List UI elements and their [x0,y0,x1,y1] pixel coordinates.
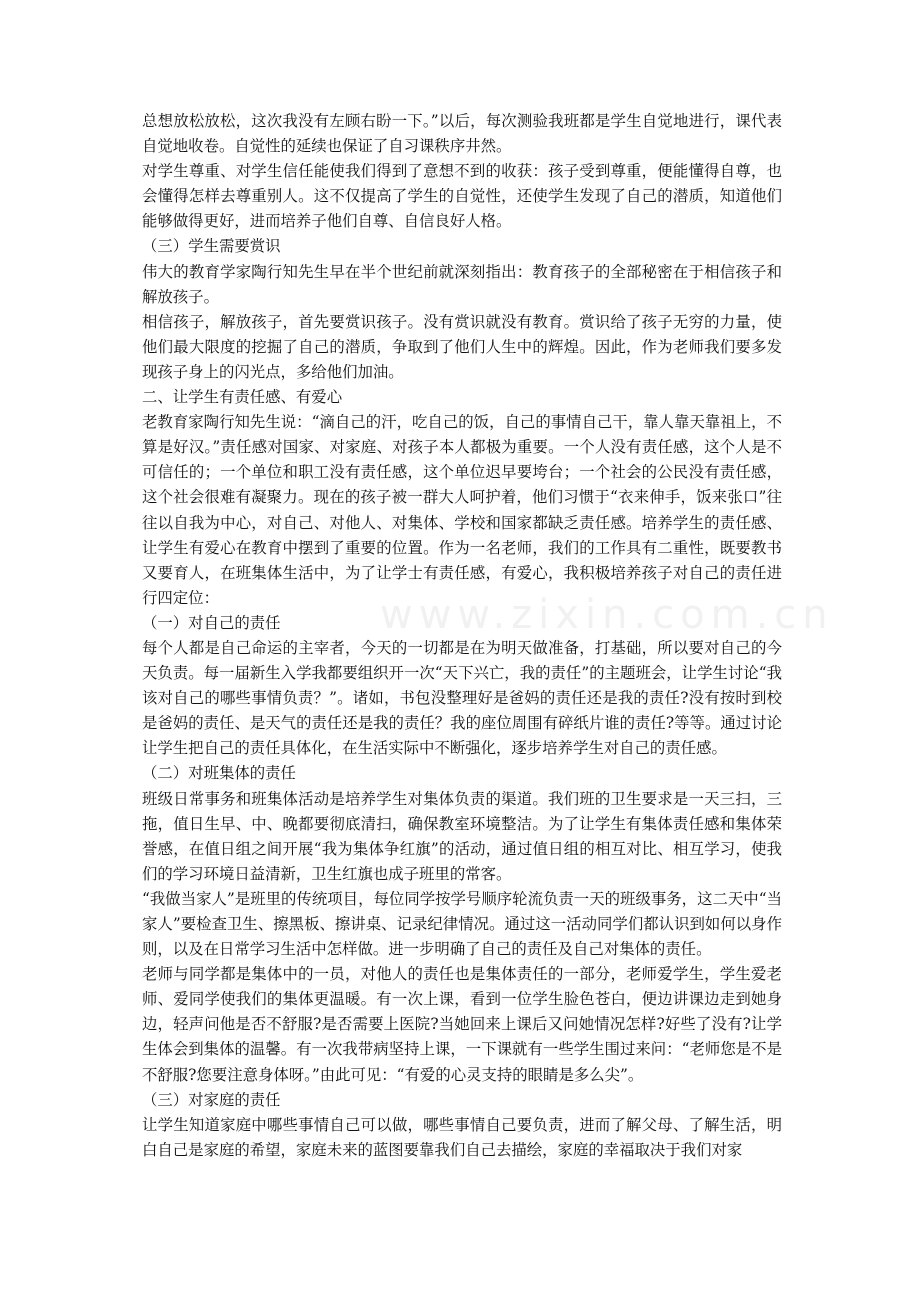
watermark: www.zixin.com.cn [380,592,834,638]
paragraph: 老师与同学都是集体中的一员，对他人的责任也是集体责任的一部分，老师爱学生，学生爱老师、爱同学使我们的集体更温暖。有一次上课，看到一位学生脸色苍白，便边讲课边走到她身边，轻声问他是否不舒服?是否需要上医院?当她回来上课后又问她情况怎样?好些了没有?让学生体会到集体的温馨。有一次我带病坚持上课，一下课就有一些学生围过来问：“老师您是不是不舒服?您要注意身体呀。”由此可见：“有爱的心灵支持的眼睛是多么尖”。 [142,965,782,1084]
paragraph: 老教育家陶行知先生说：“滴自己的汗，吃自己的饭，自己的事情自己干，靠人靠天靠祖上，不算是好汉。”责任感对国家、对家庭、对孩子本人都极为重要。一个人没有责任感，这个人是不可信任的；一个单位和职工没有责任感，这个单位迟早要垮台；一个社会的公民没有责任感，这个社会很难有凝聚力。现在的孩子被一群大人呵护着，他们习惯于“衣来伸手，饭来张口”往往以自我为中心，对自己、对他人、对集体、学校和国家都缺乏责任感。培养学生的责任感、让学生有爱心在教育中摆到了重要的位置。作为一名老师，我们的工作具有二重性，既要教书又要育人，在班集体生活中，为了让学士有责任感，有爱心，我积极培养孩子对自己的责任进行四定位： [142,413,782,607]
paragraph: 总想放松放松，这次我没有左顾右盼一下。”以后，每次测验我班都是学生自觉地进行，课代表自觉地收卷。自觉性的延续也保证了自习课秩序井然。 [142,112,782,156]
section-heading: （三）对家庭的责任 [142,1090,281,1109]
section-heading: （一）对自己的责任 [142,613,281,632]
document-body [142,109,782,1163]
paragraph: 对学生尊重、对学生信任能使我们得到了意想不到的收获：孩子受到尊重，便能懂得自尊，也会懂得怎样去尊重别人。这不仅提高了学生的自觉性，还使学生发现了自己的潜质，知道他们能够做得更好，进而培养子他们自尊、自信良好人格。 [142,162,782,231]
paragraph: 相信孩子，解放孩子，首先要赏识孩子。没有赏识就没有教育。赏识给了孩子无穷的力量，使他们最大限度的挖掘了自己的潜质，争取到了他们人生中的辉煌。因此，作为老师我们要多发现孩子身上的闪光点，多给他们加油。 [142,312,782,381]
paragraph: 每个人都是自己命运的主宰者，今天的一切都是在为明天做准备，打基础，所以要对自己的今天负责。每一届新生入学我都要组织开一次“天下兴亡，我的责任”的主题班会，让学生讨论“我该对自己的哪些事情负责？”。诸如，书包没整理好是爸妈的责任还是我的责任?没有按时到校是爸妈的责任、是天气的责任还是我的责任？我的座位周围有碎纸片谁的责任?等等。通过讨论让学生把自己的责任具体化，在生活实际中不断强化，逐步培养学生对自己的责任感。 [142,638,782,758]
section-heading: （二）对班集体的责任 [142,764,296,783]
paragraph: “我做当家人”是班里的传统项目，每位同学按学号顺序轮流负责一天的班级事务，这二天中“当家人”要检查卫生、擦黑板、擦讲桌、记录纪律情况。通过这一活动同学们都认识到如何以身作则，以及在日常学习生活中怎样做。进一步明确了自己的责任及自己对集体的责任。 [142,889,782,959]
paragraph: 伟大的教育学家陶行知先生早在半个世纪前就深刻指出：教育孩子的全部秘密在于相信孩子和解放孩子。 [142,262,782,306]
paragraph: 班级日常事务和班集体活动是培养学生对集体负责的渠道。我们班的卫生要求是一天三扫，三拖，值日生早、中、晚都要彻底清扫，确保教室环境整洁。为了让学生有集体责任感和集体荣誉感，在值日组之间开展“我为集体争红旗”的活动，通过值日组的相互对比、相互学习，使我们的学习环境日益清新，卫生红旗也成子班里的常客。 [142,789,782,883]
section-heading: （三）学生需要赏识 [142,237,281,256]
paragraph: 让学生知道家庭中哪些事情自己可以做，哪些事情自己要负责，进而了解父母、了解生活，明白自己是家庭的希望，家庭未来的蓝图要靠我们自己去描绘，家庭的幸福取决于我们对家 [142,1115,782,1159]
section-heading: 二、让学生有责任感、有爱心 [142,388,343,407]
